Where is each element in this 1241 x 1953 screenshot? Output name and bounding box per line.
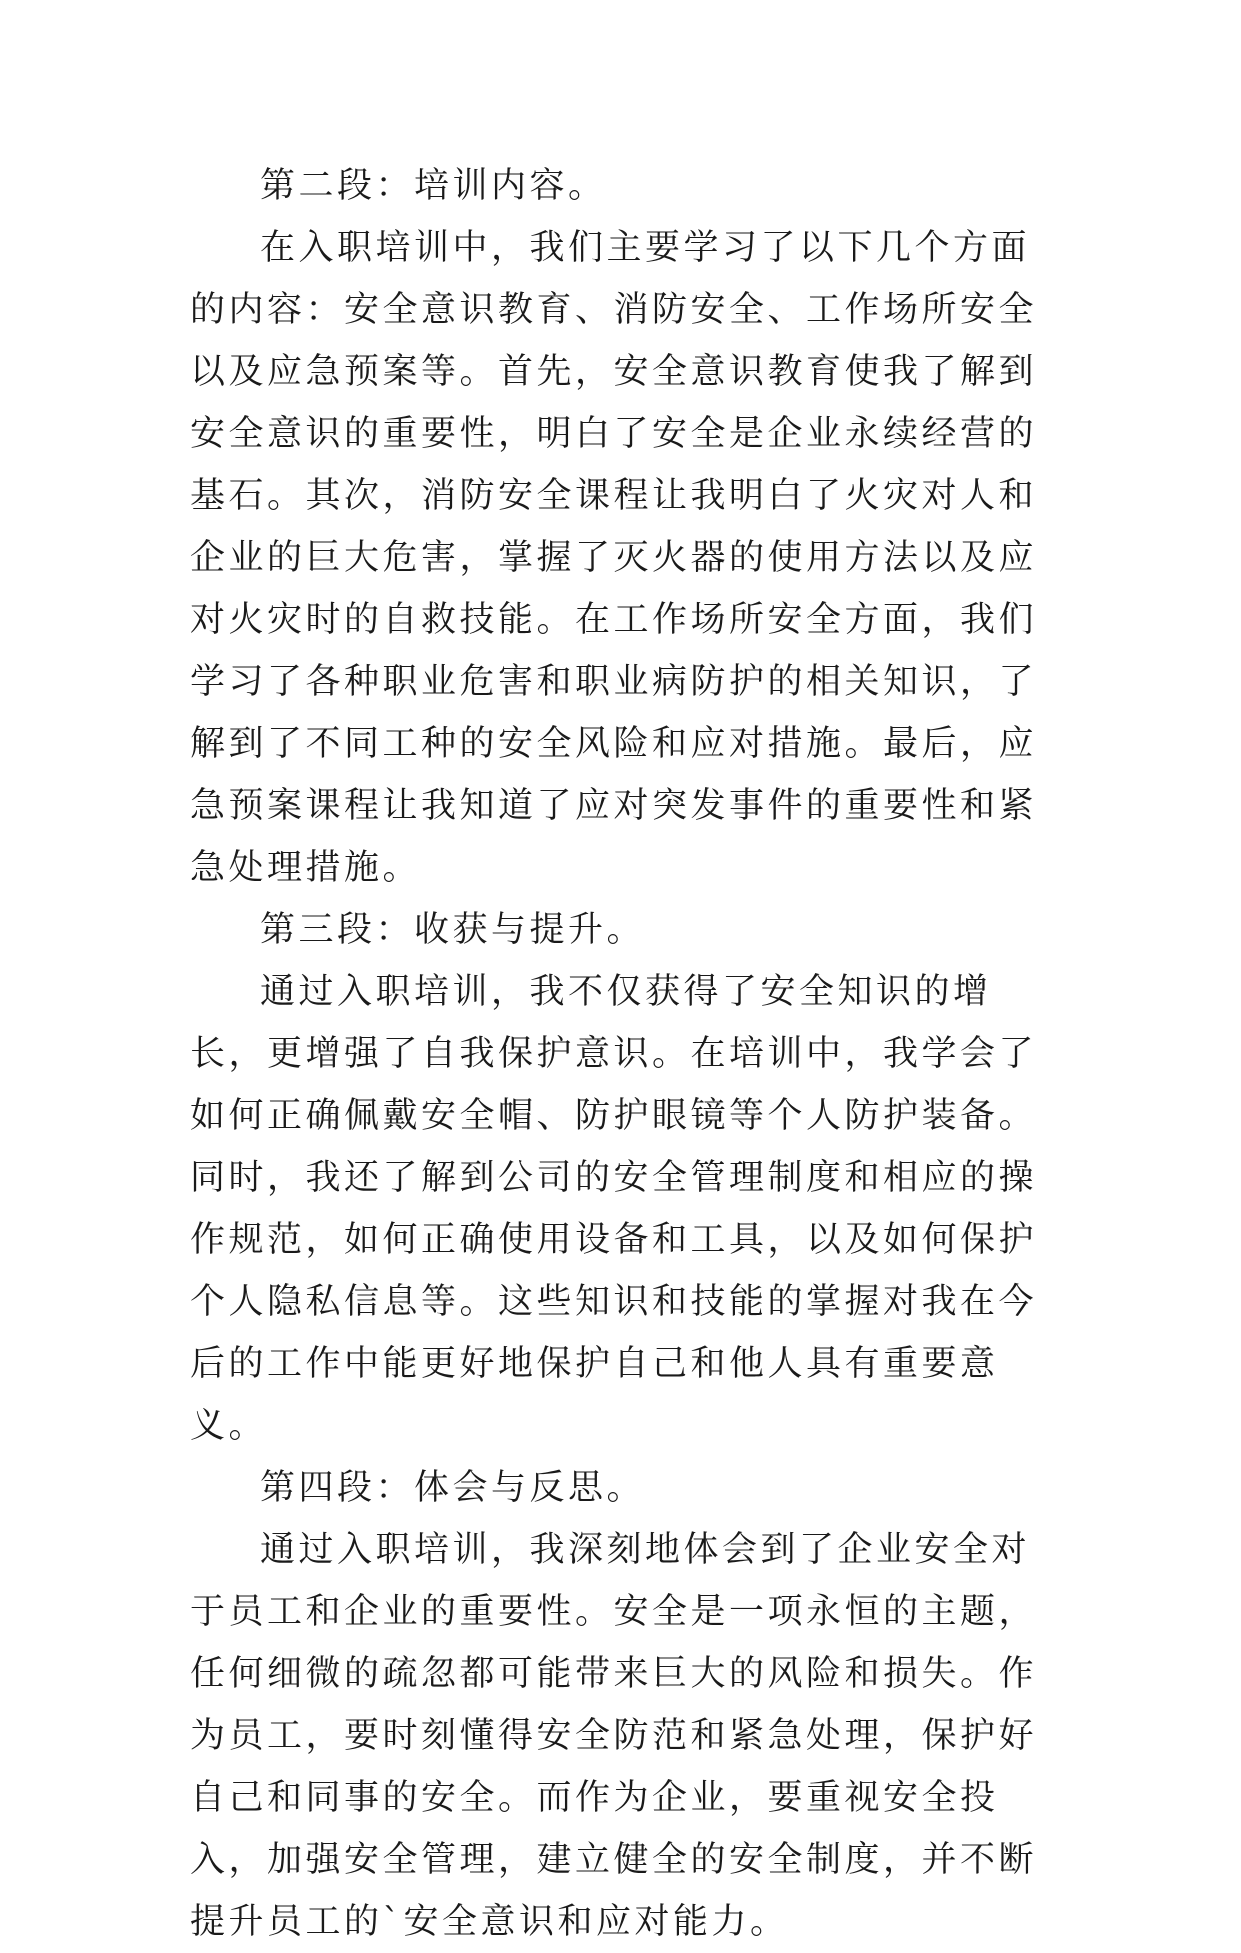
section-heading-4: 第四段：体会与反思。 bbox=[260, 1468, 646, 1508]
section-heading-2: 第二段：培训内容。 bbox=[260, 166, 607, 206]
document-body bbox=[190, 155, 1050, 1953]
paragraph-gains: 通过入职培训，我不仅获得了安全知识的增长，更增强了自我保护意识。在培训中，我学会了如何正确佩戴安全帽、防护眼镜等个人防护装备。同时，我还了解到公司的安全管理制度和相应的操作规范，如何正确使用设备和工具，以及如何保护个人隐私信息等。这些知识和技能的掌握对我在今后的工作中能更好地保护自己和他人具有重要意义。 bbox=[190, 972, 1038, 1446]
paragraph-reflection: 通过入职培训，我深刻地体会到了企业安全对于员工和企业的重要性。安全是一项永恒的主题，任何细微的疏忽都可能带来巨大的风险和损失。作为员工，要时刻懂得安全防范和紧急处理，保护好自己和同事的安全。而作为企业，要重视安全投入，加强安全管理，建立健全的安全制度，并不断提升员工的`安全意识和应对能力。 bbox=[190, 1530, 1038, 1942]
section-heading-3: 第三段：收获与提升。 bbox=[260, 910, 646, 950]
paragraph-training-content: 在入职培训中，我们主要学习了以下几个方面的内容：安全意识教育、消防安全、工作场所安全以及应急预案等。首先，安全意识教育使我了解到安全意识的重要性，明白了安全是企业永续经营的基石。其次，消防安全课程让我明白了火灾对人和企业的巨大危害，掌握了灭火器的使用方法以及应对火灾时的自救技能。在工作场所安全方面，我们学习了各种职业危害和职业病防护的相关知识，了解到了不同工种的安全风险和应对措施。最后，应急预案课程让我知道了应对突发事件的重要性和紧急处理措施。 bbox=[190, 228, 1038, 888]
